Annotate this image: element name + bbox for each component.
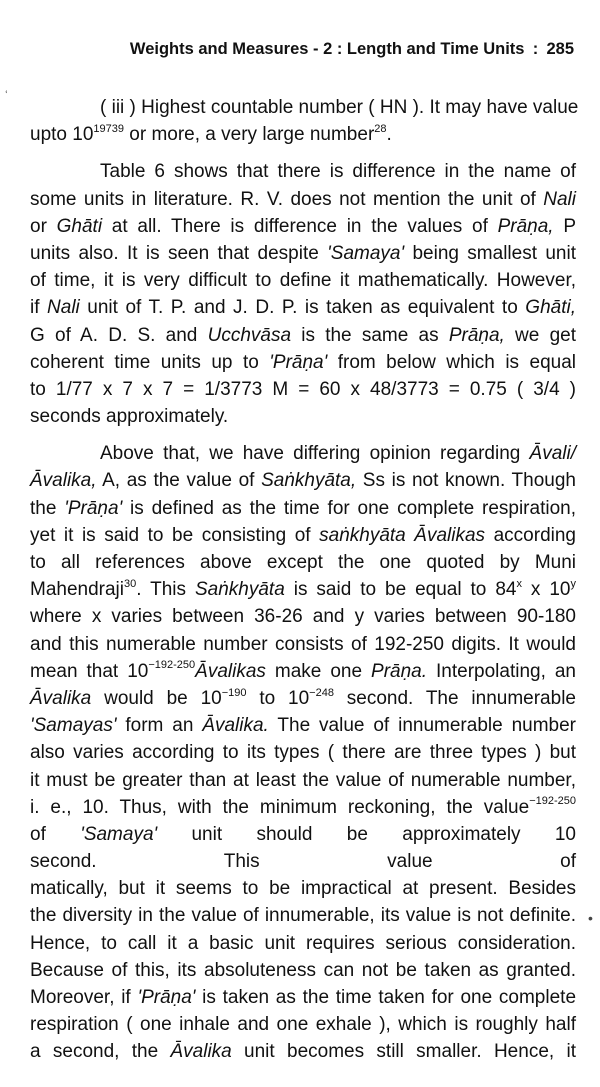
text-line: 'Samayas' form an Āvalika. The value of innumerable number (30, 715, 576, 737)
header-separator: : (532, 40, 539, 58)
running-header (0, 40, 574, 59)
text-line: of 'Samaya' unit should be approximately 10 (30, 823, 577, 845)
text-line: the 'Prāṇa' is defined as the time for one complete respiration, (30, 497, 576, 519)
text-line: yet it is said to be consisting of saṅkhyāta Āvalikas according (30, 524, 576, 546)
margin-mark: • (588, 910, 593, 926)
text-line: Mahendraji$^{30}$. This Saṅkhyāta is said to be equal to 84$^x$ x 10$^y$ (30, 577, 576, 601)
text-line: respiration ( one inhale and one exhale ), which is roughly half (30, 1014, 576, 1036)
text-line: coherent time units up to 'Prāṇa' from below which is equal (30, 351, 577, 373)
text-line: also varies according to its types ( there are three types ) but (30, 742, 576, 764)
text-line: Āvalika, A, as the value of Saṅkhyāta, Ss is not known. Though (30, 470, 577, 492)
text-line: Above that, we have differing opinion regarding Āvali/ (100, 443, 576, 465)
header-title: Weights and Measures - 2 : Length and Time Units (129, 40, 525, 58)
text-line: Moreover, if 'Prāṇa' is taken as the time taken for one complete (30, 987, 577, 1008)
text-line: Table 6 shows that there is difference in the name of (100, 161, 576, 183)
text-line: ( iii ) Highest countable number ( HN ). It may have value (100, 97, 579, 118)
text-line: matically, but it seems to be impractical at present. Besides (30, 878, 576, 900)
text-line: to all references above except the one quoted by Muni (30, 552, 576, 573)
text-line: to 1/77 x 7 x 7 = 1/3773 M = 60 x 48/3773 = 0.75 ( 3/4 ) (30, 378, 576, 400)
text-line: units also. It is seen that despite 'Samaya' being smallest unit (30, 242, 576, 264)
text-line: some units in literature. R. V. does not mention the unit of Nali (30, 188, 576, 210)
text-line: Because of this, its absoluteness can not be taken as granted. (30, 959, 576, 981)
text-line: second. This value of (30, 851, 576, 873)
text-line: or Ghāti at all. There is difference in the values of Prāṇa, P (30, 215, 576, 237)
text-line: it must be greater than at least the value of numerable number, (30, 769, 576, 791)
text-line: and this numerable number consists of 192-250 digits. It would (30, 633, 576, 655)
text-line: a second, the Āvalika unit becomes still smaller. Hence, it (30, 1041, 576, 1063)
margin-mark: ʿ (4, 88, 9, 104)
text-line: where x varies between 36-26 and y varies between 90-180 (30, 606, 576, 628)
text-line: mean that $10^{-192-250}Āvalikas$ make one Prāṇa. Interpolating, an (30, 659, 577, 682)
text-line: Hence, to call it a basic unit requires serious consideration. (30, 932, 576, 954)
text-line: the diversity in the value of innumerable, its value is not definite. (30, 905, 576, 927)
page-number: 285 (546, 40, 574, 58)
text-line: of time, it is very difficult to define it mathematically. However, (30, 270, 576, 292)
text-line: i. e., 10. Thus, with the minimum reckoning, the value$^{-192-250}$ (30, 795, 576, 818)
text-line: G of A. D. S. and Ucchvāsa is the same as Prāṇa, we get (30, 324, 576, 346)
text-line: upto $10^{19739}$ or more, a very large number$^{28}$. (30, 122, 392, 146)
text-line: if Nali unit of T. P. and J. D. P. is taken as equivalent to Ghāti, (30, 297, 576, 319)
text-line: seconds approximately. (30, 406, 229, 428)
text-line: Āvalika would be $10^{-190}$ to $10^{-248}$ second. The innumerable (30, 686, 576, 709)
text-body (30, 94, 579, 1066)
